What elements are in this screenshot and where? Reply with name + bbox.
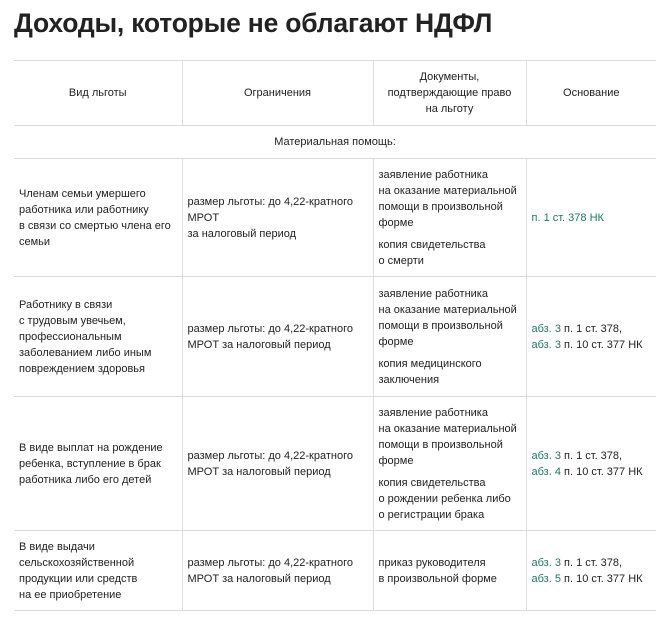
- table-row: [14, 277, 656, 397]
- document-line: заявление работника: [378, 287, 488, 300]
- document-item: [379, 286, 521, 350]
- document-line: заключения: [378, 373, 440, 386]
- benefit-type-line: семьи: [19, 235, 51, 248]
- document-line: о смерти: [378, 254, 424, 267]
- benefit-type-cell: [14, 277, 182, 397]
- limit-line: за налоговый период: [187, 227, 297, 240]
- limit-line: размер льготы: до 4,22-кратного: [187, 449, 353, 462]
- benefit-type-line: сельскохозяйственной: [19, 556, 135, 569]
- section-title: Материальная помощь:: [14, 126, 656, 159]
- document-line: на оказание материальной: [378, 184, 517, 197]
- basis-law-link[interactable]: абз. 3: [531, 322, 561, 335]
- benefit-type-line: на ее приобретение: [19, 588, 122, 601]
- benefit-type-line: заболеванием либо иным: [19, 346, 152, 359]
- basis-line: [532, 210, 652, 226]
- document-line: помощи в произвольной: [378, 319, 503, 332]
- table-row: [14, 531, 656, 611]
- document-item: [379, 475, 521, 523]
- document-line: форме: [378, 335, 414, 348]
- tax-exempt-income-table: [14, 60, 656, 611]
- document-line: форме: [378, 454, 414, 467]
- limit-line: МРОТ за налоговый период: [187, 465, 331, 478]
- basis-text: п. 10 ст. 377 НК: [560, 465, 643, 478]
- basis-law-link[interactable]: абз. 4: [531, 465, 561, 478]
- benefit-type-line: В виде выдачи: [19, 540, 95, 553]
- document-line: приказ руководителя: [378, 556, 486, 569]
- limit-line: МРОТ за налоговый период: [187, 338, 331, 351]
- basis-cell: [526, 531, 656, 611]
- document-line: в произвольной форме: [378, 572, 497, 585]
- basis-text: п. 1 ст. 378,: [560, 556, 623, 569]
- benefit-type-line: работника или работнику: [19, 203, 149, 216]
- benefit-type-cell: [14, 531, 182, 611]
- document-line: о регистрации брака: [378, 508, 485, 521]
- basis-text: п. 1 ст. 378,: [560, 322, 623, 335]
- table-row: [14, 397, 656, 531]
- document-line: заявление работника: [378, 168, 488, 181]
- benefit-type-line: с трудовым увечьем,: [19, 314, 126, 327]
- basis-text: п. 10 ст. 377 НК: [560, 338, 643, 351]
- benefit-type-line: Членам семьи умершего: [19, 187, 146, 200]
- benefit-type-cell: [14, 159, 182, 277]
- benefit-type-line: В виде выплат на рождение: [19, 441, 163, 454]
- table-row: [14, 159, 656, 277]
- header-limits: Ограничения: [182, 61, 373, 126]
- documents-cell: [373, 531, 526, 611]
- benefit-type-line: в связи со смертью члена его: [19, 219, 171, 232]
- document-line: помощи в произвольной: [378, 200, 503, 213]
- basis-text[interactable]: п. 1 ст. 378 НК: [531, 211, 604, 224]
- documents-cell: [373, 277, 526, 397]
- basis-law-link[interactable]: абз. 3: [531, 449, 561, 462]
- basis-line: [532, 464, 652, 480]
- document-line: заявление работника: [378, 406, 488, 419]
- benefit-type-line: профессиональным: [19, 330, 122, 343]
- document-item: [379, 356, 521, 388]
- basis-line: [532, 448, 652, 464]
- document-line: на оказание материальной: [378, 303, 517, 316]
- benefit-type-cell: [14, 397, 182, 531]
- document-line: копия медицинского: [378, 357, 482, 370]
- basis-line: [532, 337, 652, 353]
- table-header-row: [14, 61, 656, 126]
- document-line: о рождении ребенка либо: [378, 492, 511, 505]
- basis-law-link[interactable]: абз. 3: [531, 338, 561, 351]
- basis-text: п. 10 ст. 377 НК: [560, 572, 643, 585]
- limit-line: МРОТ: [187, 211, 220, 224]
- basis-line: [532, 571, 652, 587]
- documents-cell: [373, 159, 526, 277]
- basis-cell: [526, 277, 656, 397]
- basis-line: [532, 555, 652, 571]
- limit-line: МРОТ за налоговый период: [187, 572, 331, 585]
- header-documents: Документы, подтверждающие право на льготу: [373, 61, 526, 126]
- basis-text: п. 1 ст. 378,: [560, 449, 623, 462]
- basis-cell: [526, 397, 656, 531]
- limit-line: размер льготы: до 4,22-кратного: [187, 322, 353, 335]
- benefit-type-line: повреждением здоровья: [19, 362, 145, 375]
- basis-law-link[interactable]: абз. 3: [531, 556, 561, 569]
- benefit-type-line: продукции или средств: [19, 572, 138, 585]
- benefit-type-line: Работнику в связи: [19, 298, 113, 311]
- document-line: форме: [378, 216, 414, 229]
- section-row: [14, 126, 656, 159]
- limit-cell: [182, 531, 373, 611]
- document-line: копия свидетельства: [378, 476, 486, 489]
- basis-line: [532, 321, 652, 337]
- page-title: Доходы, которые не облагают НДФЛ: [14, 8, 493, 38]
- document-item: [379, 405, 521, 469]
- document-line: копия свидетельства: [378, 238, 486, 251]
- header-basis: Основание: [526, 61, 656, 126]
- benefit-type-line: работника либо его детей: [19, 473, 152, 486]
- limit-cell: [182, 159, 373, 277]
- benefit-type-line: ребенка, вступление в брак: [19, 457, 161, 470]
- limit-cell: [182, 397, 373, 531]
- document-line: помощи в произвольной: [378, 438, 503, 451]
- document-item: [379, 167, 521, 231]
- header-benefit-type: Вид льготы: [14, 61, 182, 126]
- limit-line: размер льготы: до 4,22-кратного: [187, 195, 353, 208]
- limit-cell: [182, 277, 373, 397]
- document-item: [379, 237, 521, 269]
- limit-line: размер льготы: до 4,22-кратного: [187, 556, 353, 569]
- documents-cell: [373, 397, 526, 531]
- document-line: на оказание материальной: [378, 422, 517, 435]
- basis-law-link[interactable]: абз. 5: [531, 572, 561, 585]
- document-item: [379, 555, 521, 587]
- basis-cell: [526, 159, 656, 277]
